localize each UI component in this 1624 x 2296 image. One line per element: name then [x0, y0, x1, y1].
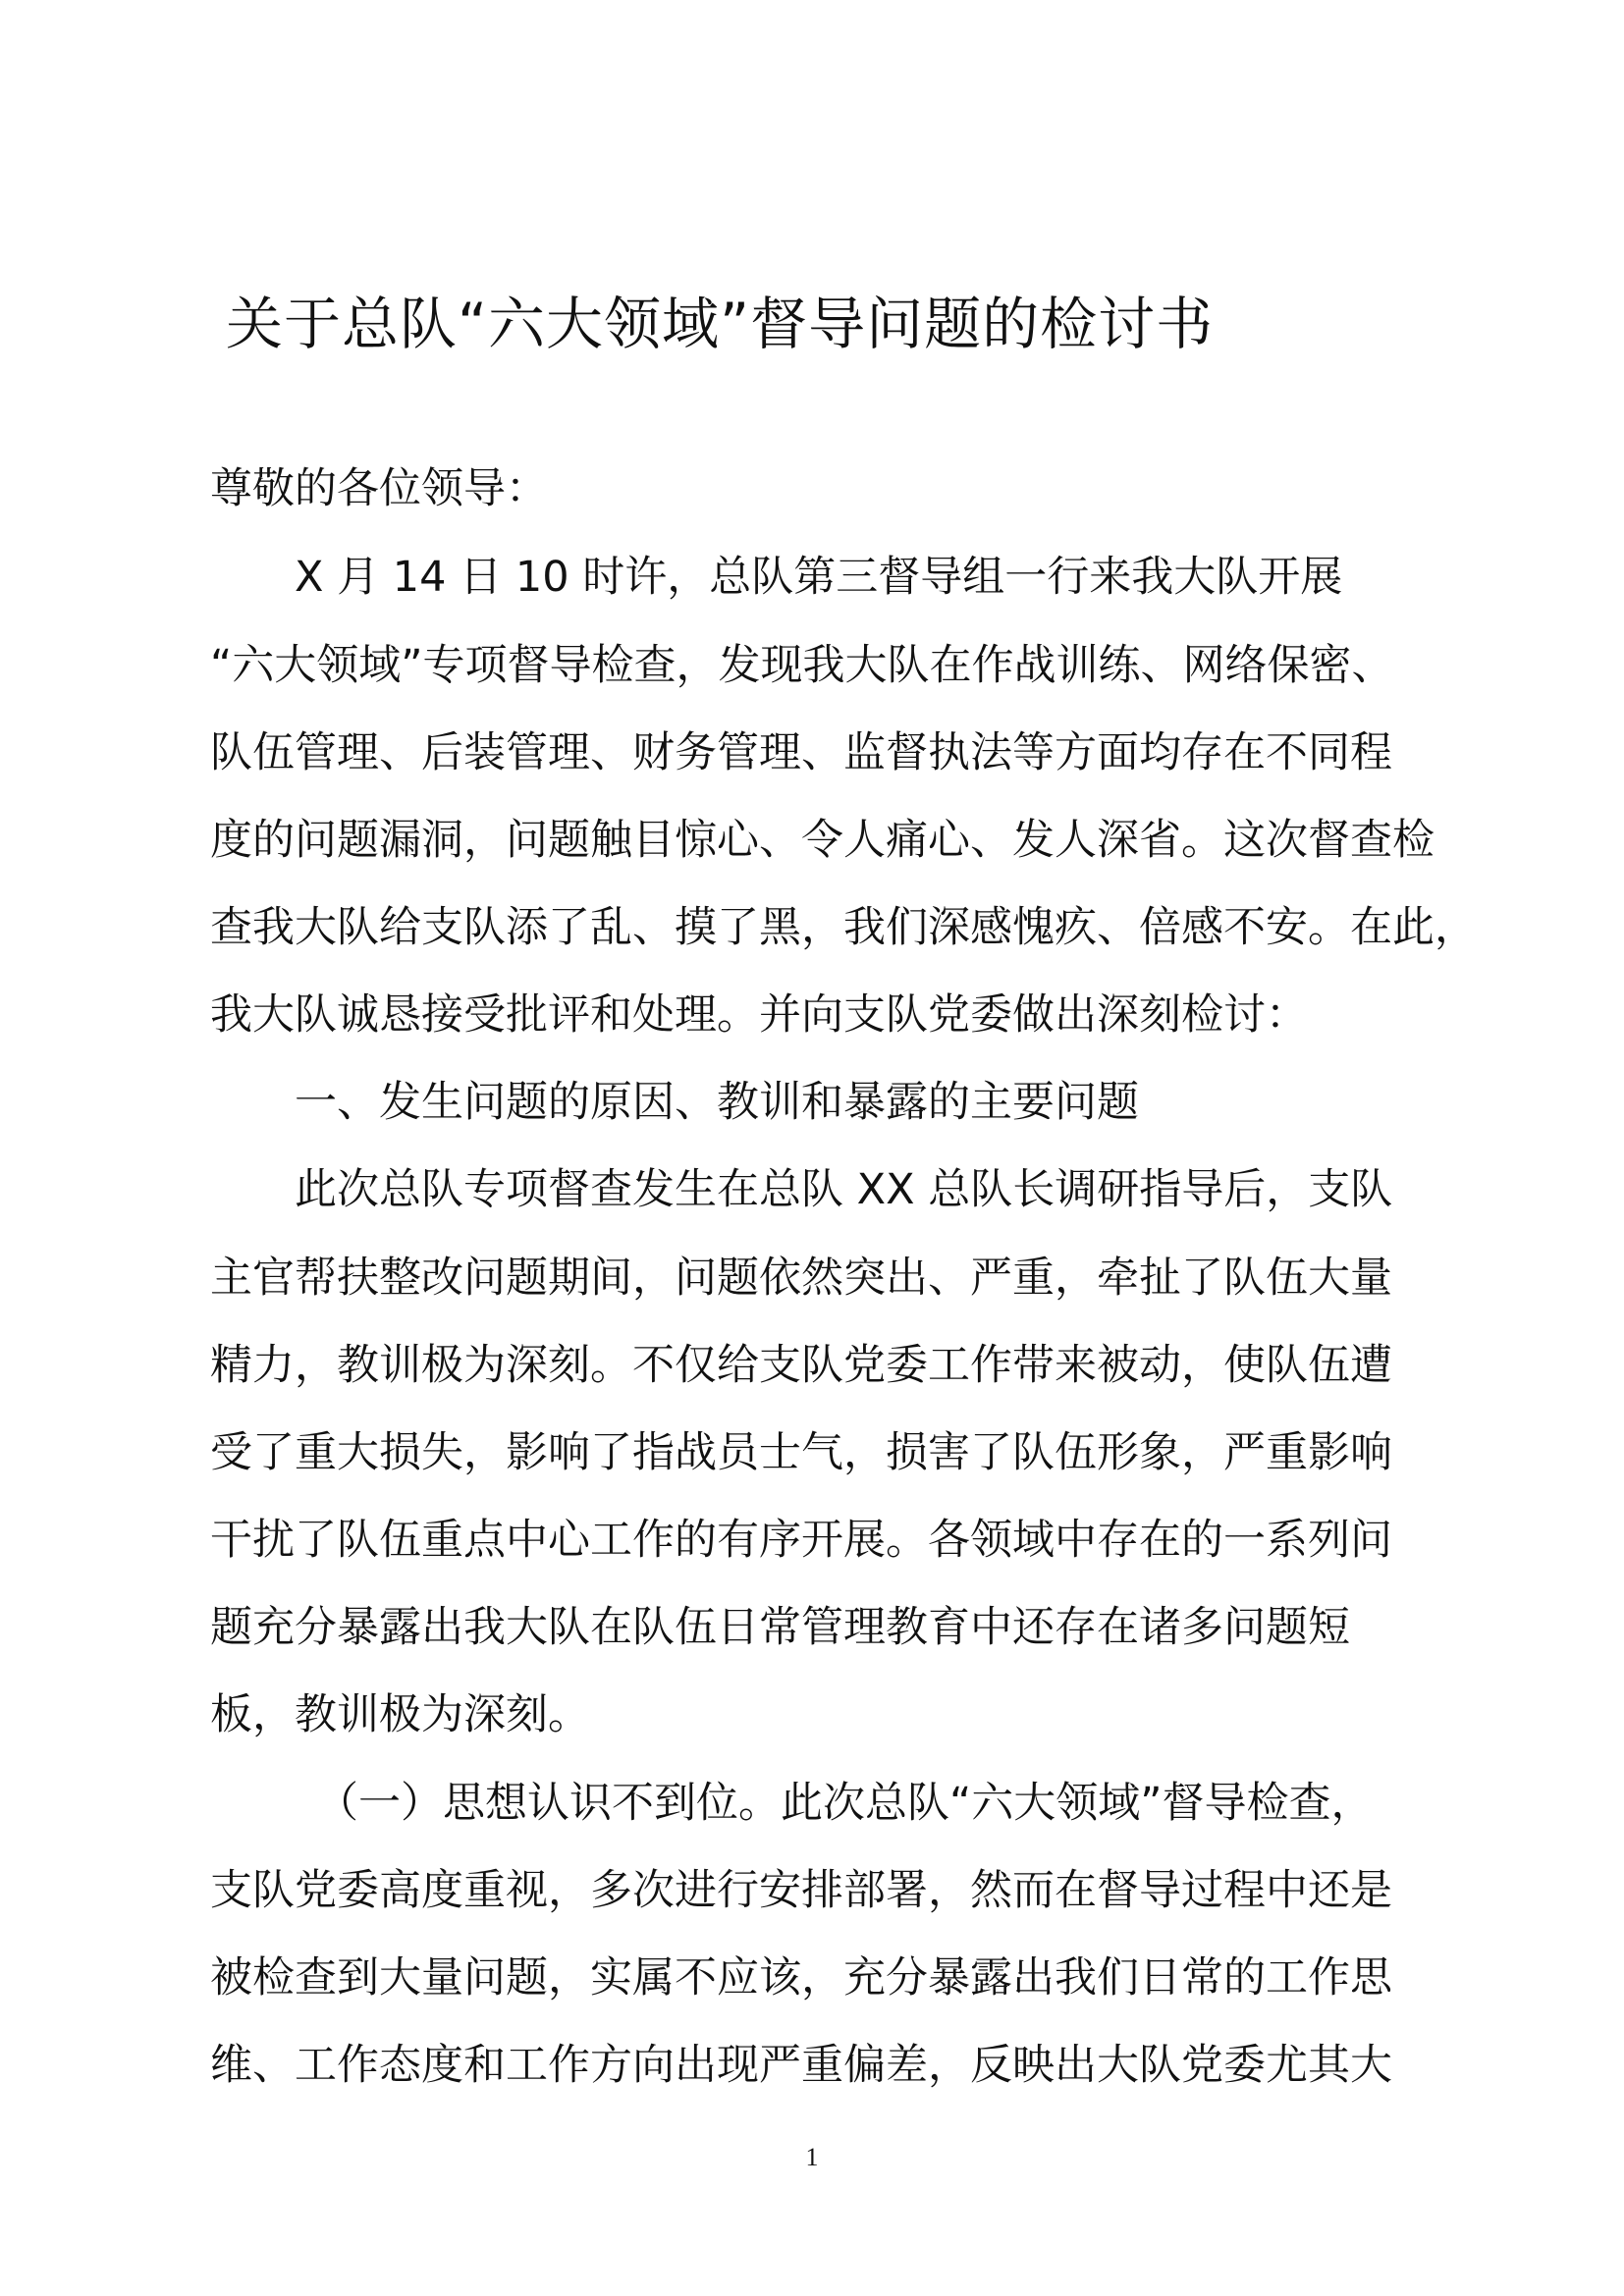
paragraph-line: 板，教训极为深刻。 [210, 1690, 590, 1739]
document-title: 关于总队“六大领域”督导问题的检讨书 [226, 291, 1215, 357]
paragraph-line: 支队党委高度重视，多次进行安排部署，然而在督导过程中还是 [210, 1866, 1392, 1915]
page-number: 1 [805, 2143, 819, 2171]
section-heading: 一、发生问题的原因、教训和暴露的主要问题 [295, 1078, 1139, 1127]
paragraph-line: 精力，教训极为深刻。不仅给支队党委工作带来被动，使队伍遭 [210, 1341, 1392, 1390]
paragraph-line: 我大队诚恳接受批评和处理。并向支队党委做出深刻检讨： [210, 990, 1308, 1040]
paragraph-line: 队伍管理、后装管理、财务管理、监督执法等方面均存在不同程 [210, 728, 1392, 777]
paragraph-line: X 月 14 日 10 时许，总队第三督导组一行来我大队开展 [295, 553, 1343, 602]
paragraph-line: 主官帮扶整改问题期间，问题依然突出、严重，牵扯了队伍大量 [210, 1254, 1392, 1303]
subsection-line: （一）思想认识不到位。此次总队“六大领域”督导检查， [316, 1779, 1374, 1828]
paragraph-line: 题充分暴露出我大队在队伍日常管理教育中还存在诸多问题短 [210, 1603, 1350, 1652]
paragraph-line: 维、工作态度和工作方向出现严重偏差，反映出大队党委尤其大 [210, 2041, 1392, 2090]
paragraph-line: 度的问题漏洞，问题触目惊心、令人痛心、发人深省。这次督查检 [210, 816, 1435, 865]
paragraph-line: 此次总队专项督查发生在总队 XX 总队长调研指导后，支队 [295, 1165, 1393, 1214]
paragraph-line: 干扰了队伍重点中心工作的有序开展。各领域中存在的一系列问 [210, 1516, 1392, 1565]
paragraph-line: 被检查到大量问题，实属不应该，充分暴露出我们日常的工作思 [210, 1953, 1392, 2002]
paragraph-line: 受了重大损失，影响了指战员士气，损害了队伍形象，严重影响 [210, 1428, 1392, 1477]
paragraph-line: “六大领域”专项督导检查，发现我大队在作战训练、网络保密、 [210, 641, 1394, 690]
salutation: 尊敬的各位领导： [210, 464, 548, 513]
paragraph-line: 查我大队给支队添了乱、摸了黑，我们深感愧疚、倍感不安。在此， [210, 903, 1477, 952]
